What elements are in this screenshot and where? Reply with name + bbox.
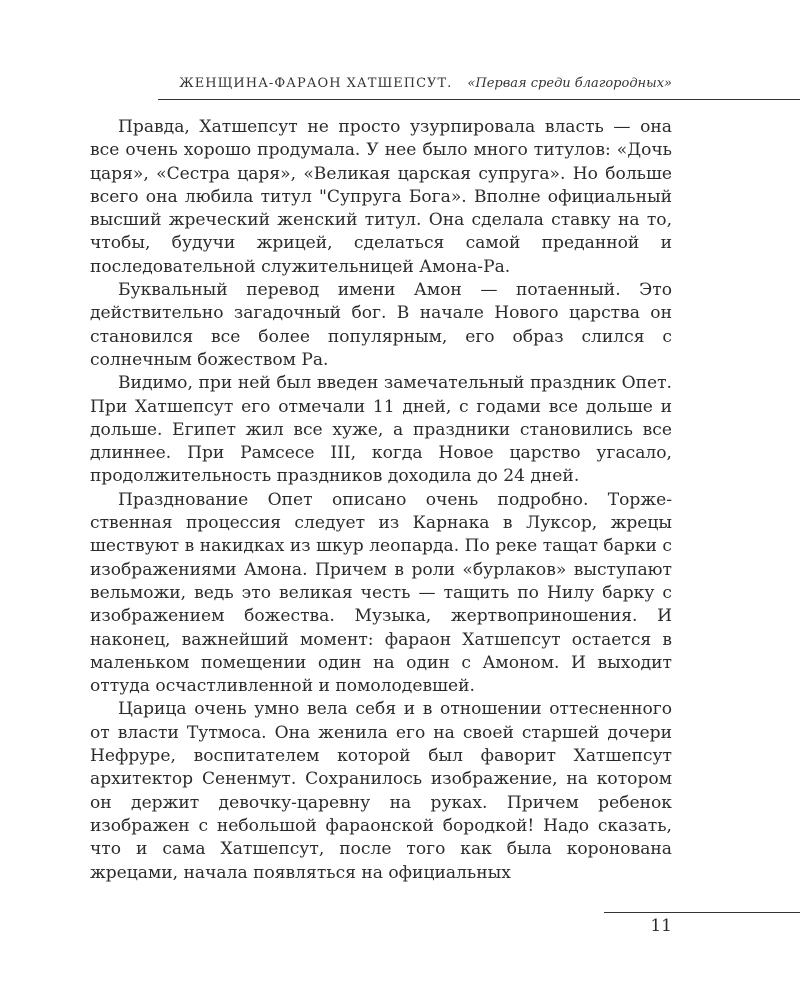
paragraph: Буквальный перевод имени Амон — потаенный. Это действительно загадочный бог. В начале Нового царства он становился все более популярным, его образ слился с солнечным божеством Ра. [90,280,672,370]
paragraph: Царица очень умно вела себя и в отношении оттесненного от власти Тутмоса. Она женила его на своей старшей дочери Нефруре, воспитателем которой был фаворит Хатшепсут архитектор Сененмут. Сохранилось изображение, на котором он держит девочку-царевну на руках. Причем ребенок изображен с небольшой фараонской бородкой! Надо сказать, что и сама Хатшепсут, после того как была коронована жрецами, начала появляться на официальных [90,699,672,883]
paragraph: Видимо, при ней был введен замечательный праздник Опет. При Хатшепсут его отмечали 11 дней, с годами все дольше и дольше. Египет жил все хуже, а праздники становились все длиннее. При Рамсесе III, когда Новое царство угасало, продолжительность праздников доходила до 24 дней. [90,373,672,487]
running-header [0,76,672,91]
header-rule [158,99,800,100]
chapter-title: «Первая среди благородных» [467,76,672,91]
page-number: 11 [650,916,672,936]
paragraph: Правда, Хатшепсут не просто узурпировала власть — она все очень хорошо продумала. У нее было много титулов: «Дочь царя», «Сестра царя», «Великая царская супруга». Но больше всего она любила титул "Супруга Бога». Вполне официальный высший жреческий женский титул. Она сделала ставку на то, чтобы, будучи жрицей, сделаться самой преданной и последовательной служительницей Амона-Ра. [90,117,672,277]
footer-rule [604,912,800,913]
paragraph: Празднование Опет описано очень подробно. Торжественная процессия следует из Карнака в Луксор, жрецы шествуют в накидках из шкур леопарда. По реке тащат барки с изображениями Амона. Причем в роли «бурлаков» выступают вельможи, ведь это великая честь — тащить по Нилу барку с изображением божества. Музыка, жертвоприношения. И наконец, важнейший момент: фараон Хатшепсут остается в маленьком помещении один на один с Амоном. И выходит оттуда осчастливленной и помолодевшей. [90,489,672,697]
book-title: ЖЕНЩИНА-ФАРАОН ХАТШЕПСУТ. [179,76,453,91]
body-text [90,116,672,885]
